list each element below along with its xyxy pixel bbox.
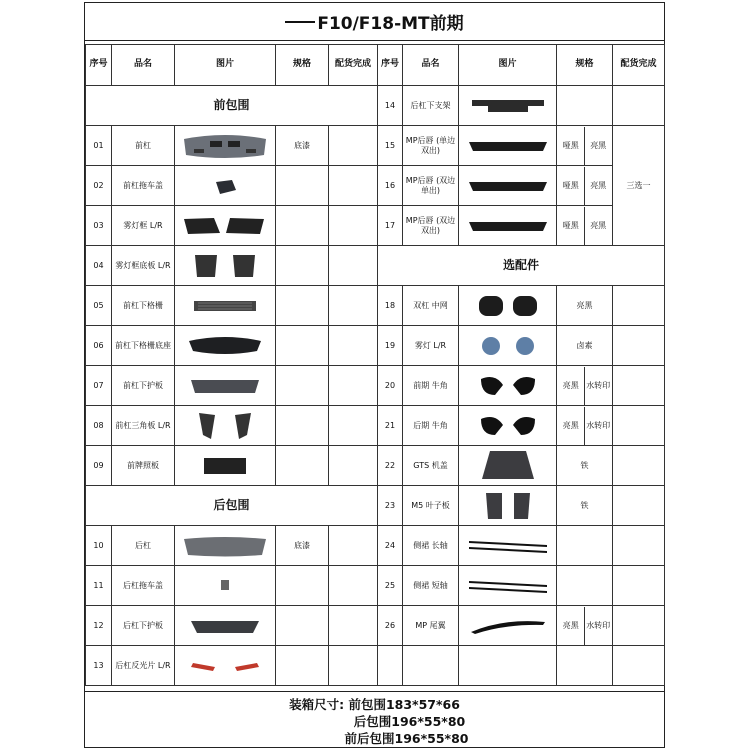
- item-spec: [276, 646, 329, 686]
- item-no-text: 01: [93, 140, 104, 150]
- item-name-text: 前杠拖车盖: [123, 180, 163, 190]
- empty-cell: [378, 646, 403, 686]
- fog-base-icon: [175, 251, 275, 281]
- item-name-text: 后杠: [135, 540, 151, 550]
- item-spec: [557, 126, 613, 166]
- col-done: 配货完成: [329, 45, 378, 86]
- item-done: [329, 246, 378, 286]
- item-spec: [557, 206, 613, 246]
- item-name-text: 后杠下支架: [410, 100, 451, 110]
- item-no-text: 08: [93, 420, 104, 430]
- item-done: [329, 366, 378, 406]
- col-name-right: 品名: [403, 45, 459, 86]
- item-done: [329, 606, 378, 646]
- item-spec: [276, 286, 329, 326]
- item-name: [112, 566, 175, 606]
- item-name: [112, 406, 175, 446]
- rear-tow-cover-icon: [175, 576, 275, 596]
- item-no: [86, 646, 112, 686]
- item-name-text: 前期 牛角: [413, 380, 448, 390]
- item-no-text: 13: [93, 660, 104, 670]
- item-spec: [557, 606, 613, 646]
- item-no-text: 12: [93, 620, 104, 630]
- fender-icon: [459, 489, 556, 523]
- item-spec: [557, 86, 613, 126]
- section-optional: [378, 246, 665, 286]
- kidney-grille-icon: [459, 294, 556, 318]
- item-done: [613, 366, 665, 406]
- side-skirt-icon: [459, 577, 556, 595]
- item-spec-text: 底漆: [294, 540, 310, 550]
- item-no: [378, 526, 403, 566]
- item-picture: [175, 366, 276, 406]
- item-no-text: 21: [384, 420, 396, 430]
- spec-primary: 卤素: [576, 340, 593, 350]
- item-name-text: 雾灯框底板 L/R: [115, 260, 171, 270]
- triangle-panel-icon: [175, 409, 275, 443]
- diffuser-icon: [459, 137, 556, 155]
- item-done: [613, 566, 665, 606]
- item-name-text: 前杠下格栅底座: [115, 340, 171, 350]
- spoiler-icon: [459, 616, 556, 636]
- item-picture: [175, 526, 276, 566]
- item-done: [329, 326, 378, 366]
- item-name: [403, 486, 459, 526]
- col-picture: 图片: [175, 45, 276, 86]
- item-no: [378, 446, 403, 486]
- spec-secondary: 水转印: [586, 380, 611, 390]
- item-no-text: 24: [384, 540, 396, 550]
- table-row: [86, 326, 665, 366]
- section-front: [86, 86, 378, 126]
- item-no-text: 16: [384, 180, 396, 190]
- col-picture-right: 图片: [459, 45, 557, 86]
- item-done: [329, 206, 378, 246]
- item-no: [86, 566, 112, 606]
- item-no-text: 17: [384, 220, 396, 230]
- item-no-text: 10: [93, 540, 104, 550]
- item-picture: [459, 86, 557, 126]
- item-spec: [557, 526, 613, 566]
- item-no-text: 25: [384, 580, 396, 590]
- item-name-text: M5 叶子板: [411, 500, 450, 510]
- table-row: [86, 406, 665, 446]
- item-name: [403, 606, 459, 646]
- item-name-text: MP后唇 (双边单出): [405, 175, 456, 195]
- item-name: [112, 326, 175, 366]
- item-no-text: 11: [93, 580, 104, 590]
- grille-base-icon: [175, 335, 275, 357]
- item-done: [329, 646, 378, 686]
- item-spec: [557, 366, 613, 406]
- tow-cover-icon: [175, 176, 275, 196]
- spec-secondary: 水转印: [586, 420, 611, 430]
- item-name-text: 前杠三角板 L/R: [115, 420, 171, 430]
- item-picture: [175, 646, 276, 686]
- item-no-text: 18: [384, 300, 396, 310]
- item-no: [378, 606, 403, 646]
- item-spec: [276, 206, 329, 246]
- footer-rear-size: 后包围196*55*80: [353, 714, 466, 729]
- item-done: [329, 526, 378, 566]
- item-done: [613, 326, 665, 366]
- item-done: [329, 566, 378, 606]
- item-no: [86, 166, 112, 206]
- item-done: [613, 606, 665, 646]
- item-name: [403, 526, 459, 566]
- item-spec: [557, 446, 613, 486]
- item-no-text: 02: [93, 180, 104, 190]
- item-name-text: MP后唇 (单边双出): [405, 135, 456, 155]
- item-no: [86, 526, 112, 566]
- col-spec-right: 规格: [557, 45, 613, 86]
- item-picture: [175, 126, 276, 166]
- spec-secondary: 亮黑: [590, 180, 607, 190]
- mirror-cap-icon: [459, 413, 556, 439]
- item-name-text: 雾灯 L/R: [414, 340, 447, 350]
- table-row: [86, 606, 665, 646]
- item-picture: [175, 566, 276, 606]
- table-row: [86, 566, 665, 606]
- header-row: [86, 45, 665, 86]
- spec-primary: 亮黑: [558, 607, 585, 645]
- item-name: [403, 406, 459, 446]
- item-picture: [459, 366, 557, 406]
- rear-bracket-icon: [459, 96, 556, 116]
- item-picture: [459, 326, 557, 366]
- item-name-text: 前杠: [135, 140, 151, 150]
- col-done-right: 配货完成: [613, 45, 665, 86]
- item-name: [403, 326, 459, 366]
- item-name-text: 侧裙 短轴: [413, 580, 448, 590]
- item-name: [112, 166, 175, 206]
- item-no: [378, 166, 403, 206]
- item-no-text: 22: [384, 460, 396, 470]
- sheet-title: [85, 3, 664, 41]
- item-name: [112, 206, 175, 246]
- item-name-text: 前杠下格栅: [123, 300, 163, 310]
- item-no: [378, 206, 403, 246]
- item-spec: [276, 606, 329, 646]
- footer-full-size: 前后包围196*55*80: [344, 731, 469, 746]
- item-no: [378, 406, 403, 446]
- item-done: [613, 446, 665, 486]
- item-no: [86, 366, 112, 406]
- item-picture: [459, 446, 557, 486]
- item-name-text: 雾灯框 L/R: [123, 220, 163, 230]
- item-name-text: MP后唇 (双边双出): [405, 215, 456, 235]
- item-name-text: 前牌照板: [127, 460, 159, 470]
- item-no-text: 04: [93, 260, 104, 270]
- item-no: [86, 326, 112, 366]
- item-no-text: 05: [93, 300, 104, 310]
- item-name-text: 前杠下护板: [123, 380, 163, 390]
- empty-cell: [613, 646, 665, 686]
- item-done: [613, 486, 665, 526]
- item-picture: [459, 126, 557, 166]
- item-picture: [175, 406, 276, 446]
- choose-one: [613, 126, 665, 246]
- item-no-text: 03: [93, 220, 104, 230]
- rear-bumper-icon: [175, 533, 275, 559]
- spec-secondary: 亮黑: [590, 140, 607, 150]
- spec-primary: 亮黑: [576, 300, 593, 310]
- section-rear-text: 后包围: [213, 498, 250, 512]
- item-no: [378, 366, 403, 406]
- lower-guard-icon: [175, 375, 275, 397]
- table-row: [86, 646, 665, 686]
- section-rear: [86, 486, 378, 526]
- item-no: [378, 566, 403, 606]
- item-no-text: 20: [384, 380, 396, 390]
- item-spec: [557, 566, 613, 606]
- item-spec: [557, 486, 613, 526]
- item-picture: [459, 166, 557, 206]
- side-skirt-icon: [459, 537, 556, 555]
- item-done: [329, 126, 378, 166]
- item-spec: [276, 406, 329, 446]
- title-dash: [285, 21, 315, 23]
- diffuser-icon: [459, 217, 556, 235]
- item-done: [613, 86, 665, 126]
- item-picture: [459, 606, 557, 646]
- item-name: [403, 206, 459, 246]
- item-name: [112, 246, 175, 286]
- license-plate-icon: [175, 454, 275, 478]
- item-no: [378, 86, 403, 126]
- item-no: [86, 446, 112, 486]
- spec-primary: 亮黑: [558, 407, 585, 445]
- table-row: [86, 286, 665, 326]
- item-no: [378, 326, 403, 366]
- footer-front-size: 前包围183*57*66: [348, 697, 460, 712]
- item-picture: [459, 526, 557, 566]
- spec-primary: 哑黑: [558, 207, 585, 245]
- item-name: [403, 366, 459, 406]
- col-no-right: 序号: [378, 45, 403, 86]
- item-no: [378, 126, 403, 166]
- item-picture: [175, 446, 276, 486]
- item-name: [403, 446, 459, 486]
- spec-primary: 亮黑: [558, 367, 585, 405]
- item-done: [329, 446, 378, 486]
- item-name: [403, 286, 459, 326]
- reflector-icon: [175, 657, 275, 675]
- item-no: [86, 286, 112, 326]
- table-row: [86, 246, 665, 286]
- col-spec: 规格: [276, 45, 329, 86]
- item-spec: [557, 286, 613, 326]
- item-name-text: 后杠反光片 L/R: [115, 660, 171, 670]
- table-row: [86, 206, 665, 246]
- lower-grille-icon: [175, 298, 275, 314]
- mirror-cap-icon: [459, 373, 556, 399]
- footer-line-1: [85, 695, 664, 713]
- item-done: [329, 406, 378, 446]
- item-spec: [276, 366, 329, 406]
- fog-frame-icon: [175, 215, 275, 237]
- empty-cell: [557, 646, 613, 686]
- hood-icon: [459, 449, 556, 483]
- col-name: 品名: [112, 45, 175, 86]
- item-spec: [276, 166, 329, 206]
- item-name-text: MP 尾翼: [415, 620, 446, 630]
- item-picture: [459, 406, 557, 446]
- rear-guard-icon: [175, 615, 275, 637]
- item-no-text: 23: [384, 500, 396, 510]
- item-no-text: 14: [384, 100, 396, 110]
- item-spec: [276, 326, 329, 366]
- item-done: [613, 286, 665, 326]
- item-no: [86, 606, 112, 646]
- table-row: [86, 86, 665, 126]
- item-spec: [276, 566, 329, 606]
- item-picture: [459, 566, 557, 606]
- item-spec: [557, 406, 613, 446]
- item-done: [329, 286, 378, 326]
- item-name-text: 后期 牛角: [413, 420, 448, 430]
- table-row: [86, 486, 665, 526]
- item-name: [403, 86, 459, 126]
- item-spec: [557, 326, 613, 366]
- item-no: [86, 126, 112, 166]
- diffuser-icon: [459, 177, 556, 195]
- item-name: [112, 606, 175, 646]
- spec-secondary: 亮黑: [590, 220, 607, 230]
- item-picture: [459, 286, 557, 326]
- item-name: [112, 446, 175, 486]
- item-picture: [175, 166, 276, 206]
- choose-one-text: 三选一: [626, 180, 651, 190]
- item-done: [329, 166, 378, 206]
- item-name: [403, 126, 459, 166]
- item-no-text: 09: [93, 460, 104, 470]
- item-no: [378, 486, 403, 526]
- item-no-text: 07: [93, 380, 104, 390]
- item-name: [112, 126, 175, 166]
- table-row: [86, 526, 665, 566]
- spec-primary: 哑黑: [558, 127, 585, 165]
- section-optional-text: 选配件: [502, 258, 539, 272]
- item-picture: [459, 486, 557, 526]
- item-spec: [557, 166, 613, 206]
- item-done: [613, 406, 665, 446]
- item-no: [86, 206, 112, 246]
- item-spec-text: 底漆: [294, 140, 310, 150]
- item-no-text: 26: [384, 620, 396, 630]
- item-name-text: 双杠 中网: [413, 300, 448, 310]
- section-front-text: 前包围: [213, 98, 250, 112]
- item-picture: [175, 206, 276, 246]
- item-picture: [175, 286, 276, 326]
- item-no: [86, 246, 112, 286]
- item-spec: [276, 526, 329, 566]
- table-row: [86, 166, 665, 206]
- empty-cell: [403, 646, 459, 686]
- item-done: [613, 526, 665, 566]
- footer-line-2: [85, 712, 664, 730]
- item-no: [86, 406, 112, 446]
- footer-line-3: [85, 729, 664, 747]
- item-name: [112, 646, 175, 686]
- item-spec: [276, 126, 329, 166]
- item-name-text: 侧裙 长轴: [413, 540, 448, 550]
- table-row: [86, 126, 665, 166]
- packing-size-footer: [85, 691, 664, 747]
- table-row: [86, 446, 665, 486]
- item-picture: [459, 206, 557, 246]
- item-name: [112, 286, 175, 326]
- item-spec: [276, 446, 329, 486]
- spec-primary: 铁: [580, 500, 589, 510]
- packing-sheet: [84, 2, 665, 748]
- item-name: [112, 526, 175, 566]
- item-no-text: 15: [384, 140, 396, 150]
- item-name: [403, 566, 459, 606]
- item-picture: [175, 326, 276, 366]
- front-bumper-icon: [175, 131, 275, 161]
- item-picture: [175, 606, 276, 646]
- item-no-text: 19: [384, 340, 396, 350]
- item-name: [403, 166, 459, 206]
- empty-cell: [459, 646, 557, 686]
- item-picture: [175, 246, 276, 286]
- table-row: [86, 366, 665, 406]
- item-no: [378, 286, 403, 326]
- item-name: [112, 366, 175, 406]
- item-name-text: 后杠下护板: [123, 620, 163, 630]
- col-no: 序号: [86, 45, 112, 86]
- fog-lamp-icon: [459, 334, 556, 358]
- spec-primary: 铁: [580, 460, 589, 470]
- title-text: F10/F18-MT前期: [317, 14, 464, 34]
- spec-secondary: 水转印: [586, 620, 611, 630]
- item-no-text: 06: [93, 340, 104, 350]
- item-name-text: GTS 机盖: [413, 460, 448, 470]
- footer-label: 装箱尺寸:: [289, 697, 345, 712]
- item-name-text: 后杠拖车盖: [123, 580, 163, 590]
- spec-primary: 哑黑: [558, 167, 585, 205]
- parts-table: [85, 44, 665, 686]
- item-spec: [276, 246, 329, 286]
